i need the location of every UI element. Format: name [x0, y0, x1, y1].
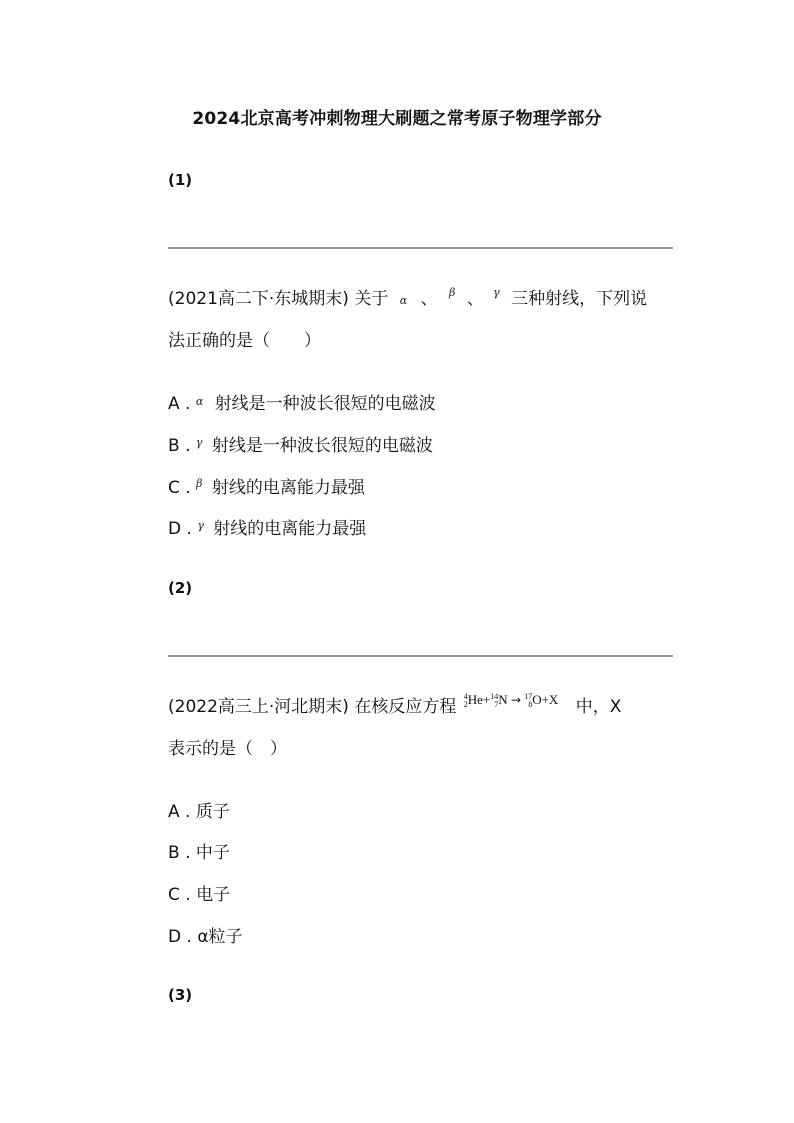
arrow-icon: → [510, 693, 521, 707]
question-number: (1) [168, 171, 193, 189]
option-d[interactable] [168, 922, 243, 947]
question-source: (2022高三上·河北期末) [168, 697, 349, 717]
question-stem [168, 279, 678, 362]
he-symbol: He+ [467, 692, 491, 707]
separator: 、 [466, 289, 484, 309]
he-mass-number: 4 [463, 692, 468, 702]
option-text: 射线是一种波长很短的电磁波 [214, 394, 436, 414]
option-text: α粒子 [197, 927, 243, 947]
question-source: (2021高二下·东城期末) [168, 289, 349, 309]
beta-symbol: β [196, 477, 203, 490]
divider [168, 655, 673, 657]
option-letter: A . [168, 394, 191, 414]
stem-text: 法正确的是（ ） [168, 331, 321, 351]
question-number: (3) [168, 986, 193, 1004]
option-letter: A . [168, 802, 191, 822]
gamma-symbol: γ [493, 286, 500, 299]
option-letter: C . [168, 885, 191, 905]
separator: 、 [420, 289, 438, 309]
stem-text: 关于 [354, 289, 389, 309]
option-text: 射线的电离能力最强 [213, 519, 367, 539]
divider [168, 247, 673, 249]
option-text: 中子 [195, 843, 230, 863]
alpha-symbol: α [195, 395, 204, 408]
option-a[interactable] [168, 389, 436, 414]
stem-text: 在核反应方程 [354, 697, 457, 717]
gamma-symbol: γ [195, 436, 203, 449]
stem-text: 表示的是（ ） [168, 739, 287, 759]
n-mass-number: 14 [490, 692, 499, 702]
option-a[interactable] [168, 797, 230, 822]
option-letter: B . [168, 843, 191, 863]
option-text: 电子 [196, 885, 231, 905]
question-number: (2) [168, 579, 193, 597]
option-b[interactable] [168, 431, 433, 456]
option-text: 射线是一种波长很短的电磁波 [211, 436, 433, 456]
nuclear-equation [464, 679, 559, 721]
n-atomic-number: 7 [494, 700, 499, 710]
o-symbol: O+X [532, 692, 559, 707]
option-letter: D . [168, 519, 192, 539]
option-c[interactable] [168, 880, 230, 905]
question-stem [168, 687, 678, 770]
gamma-symbol: γ [197, 519, 204, 532]
option-letter: C . [168, 478, 191, 498]
page-title: 2024北京高考冲刺物理大刷题之常考原子物理学部分 [192, 109, 602, 129]
option-d[interactable] [168, 514, 366, 539]
beta-symbol: β [449, 286, 456, 299]
o-mass-number: 17 [524, 692, 533, 702]
option-letter: D . [168, 927, 192, 947]
option-c[interactable] [168, 473, 365, 498]
he-atomic-number: 2 [463, 700, 468, 710]
stem-text: 中，X [575, 697, 622, 717]
o-atomic-number: 8 [528, 700, 533, 710]
option-b[interactable] [168, 838, 230, 863]
option-text: 射线的电离能力最强 [211, 478, 365, 498]
n-symbol: N [498, 692, 508, 707]
stem-text: 三种射线，下列说 [511, 289, 648, 309]
option-text: 质子 [195, 802, 230, 822]
alpha-symbol: α [399, 294, 408, 307]
option-letter: B . [168, 436, 191, 456]
